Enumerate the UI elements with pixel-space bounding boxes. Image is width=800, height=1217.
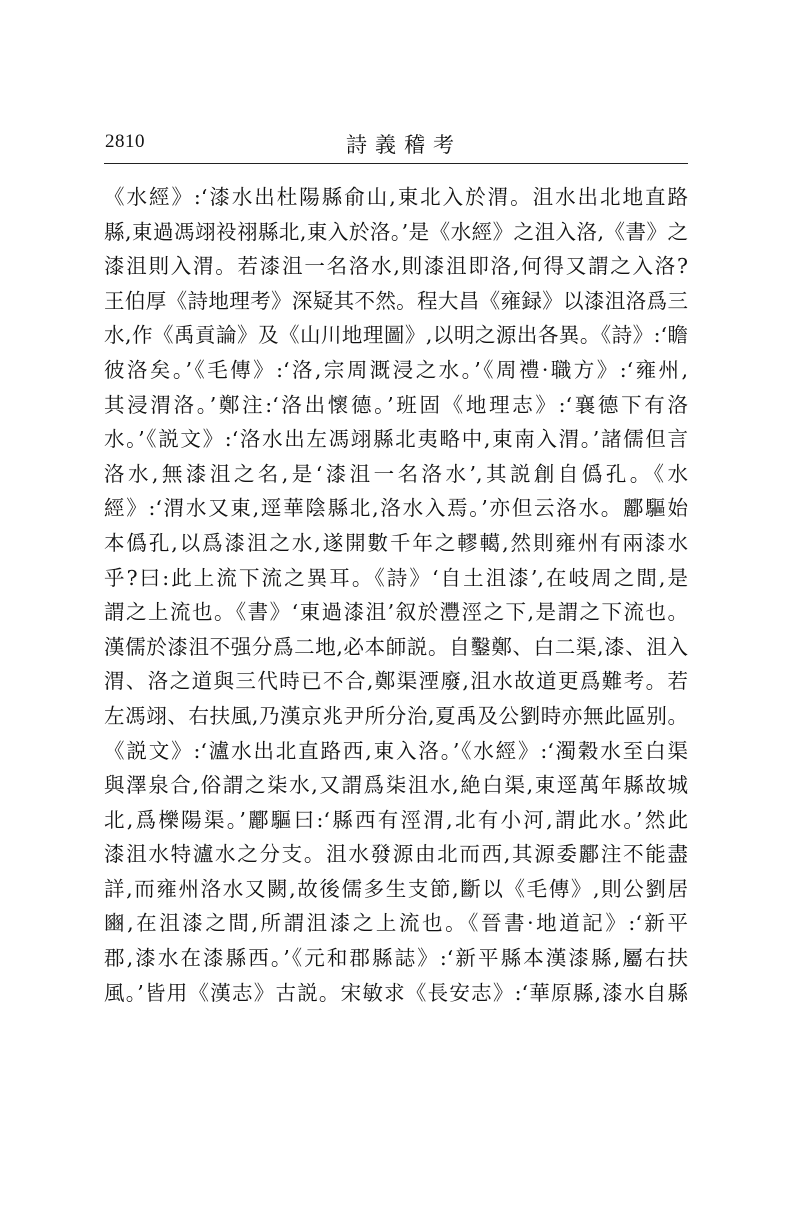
text-line: 本僞孔,以爲漆沮之水,遂開數千年之轇轕,然則雍州有兩漆水 (104, 530, 688, 555)
text-line: 洛水,無漆沮之名,是‘漆沮一名洛水’,其説創自僞孔。《水 (104, 461, 688, 486)
text-line: 漢儒於漆沮不强分爲二地,必本師説。自鑿鄭、白二渠,漆、沮入 (104, 634, 688, 659)
text-line: 郡,漆水在漆縣西。’《元和郡縣誌》:‘新平縣本漢漆縣,屬右扶 (104, 946, 688, 971)
text-line: 漆沮則入渭。若漆沮一名洛水,則漆沮即洛,何得又謂之入洛? (104, 254, 688, 279)
text-line: 詳,而雍州洛水又闕,故後儒多生支節,斷以《毛傳》,則公劉居 (104, 876, 688, 901)
body-text (104, 180, 688, 1010)
text-line: 王伯厚《詩地理考》深疑其不然。程大昌《雍録》以漆沮洛爲三 (104, 288, 688, 313)
text-line: 《水經》:‘漆水出杜陽縣俞山,東北入於渭。沮水出北地直路 (104, 185, 688, 209)
header-rule (104, 163, 688, 164)
text-line: 渭、洛之道與三代時已不合,鄭渠湮廢,沮水故道更爲難考。若 (104, 669, 688, 694)
page-number: 2810 (105, 131, 145, 152)
text-line: 乎?曰:此上流下流之異耳。《詩》‘自土沮漆’,在岐周之間,是 (104, 565, 688, 590)
text-line: 其浸渭洛。’鄭注:‘洛出懷德。’班固《地理志》:‘襄德下有洛 (104, 392, 688, 417)
text-line: 彼洛矣。’《毛傳》:‘洛,宗周溉浸之水。’《周禮·職方》:‘雍州, (104, 357, 688, 382)
text-line: 水,作《禹貢論》及《山川地理圖》,以明之源出各異。《詩》:‘瞻 (104, 323, 688, 348)
text-line: 豳,在沮漆之間,所謂沮漆之上流也。《晉書·地道記》:‘新平 (104, 911, 688, 936)
text-line: 縣,東過馮翊祋祤縣北,東入於洛。’是《水經》之沮入洛,《書》之 (104, 219, 688, 244)
text-line: 風。’皆用《漢志》古説。宋敏求《長安志》:‘華原縣,漆水自縣 (104, 980, 688, 1005)
text-line: 北,爲櫟陽渠。’酈驅曰:‘縣西有涇渭,北有小河,謂此水。’然此 (104, 807, 688, 832)
text-line: 左馮翊、右扶風,乃漢京兆尹所分治,夏禹及公劉時亦無此區别。 (104, 703, 688, 728)
text-line: 水。’《説文》:‘洛水出左馮翊縣北夷略中,東南入渭。’諸儒但言 (104, 427, 688, 452)
text-line: 謂之上流也。《書》‘東過漆沮’叙於灃涇之下,是謂之下流也。 (104, 600, 688, 625)
text-line: 經》:‘渭水又東,逕華陰縣北,洛水入焉。’亦但云洛水。酈驅始 (104, 496, 688, 521)
text-line: 《説文》:‘瀘水出北直路西,東入洛。’《水經》:‘濁穀水至白渠 (104, 738, 688, 763)
text-line: 漆沮水特瀘水之分支。沮水發源由北而西,其源委酈注不能盡 (104, 842, 688, 867)
text-line: 與澤泉合,俗謂之柒水,又謂爲柒沮水,絶白渠,東逕萬年縣故城 (104, 773, 688, 798)
running-title: 詩義稽考 (346, 133, 462, 157)
